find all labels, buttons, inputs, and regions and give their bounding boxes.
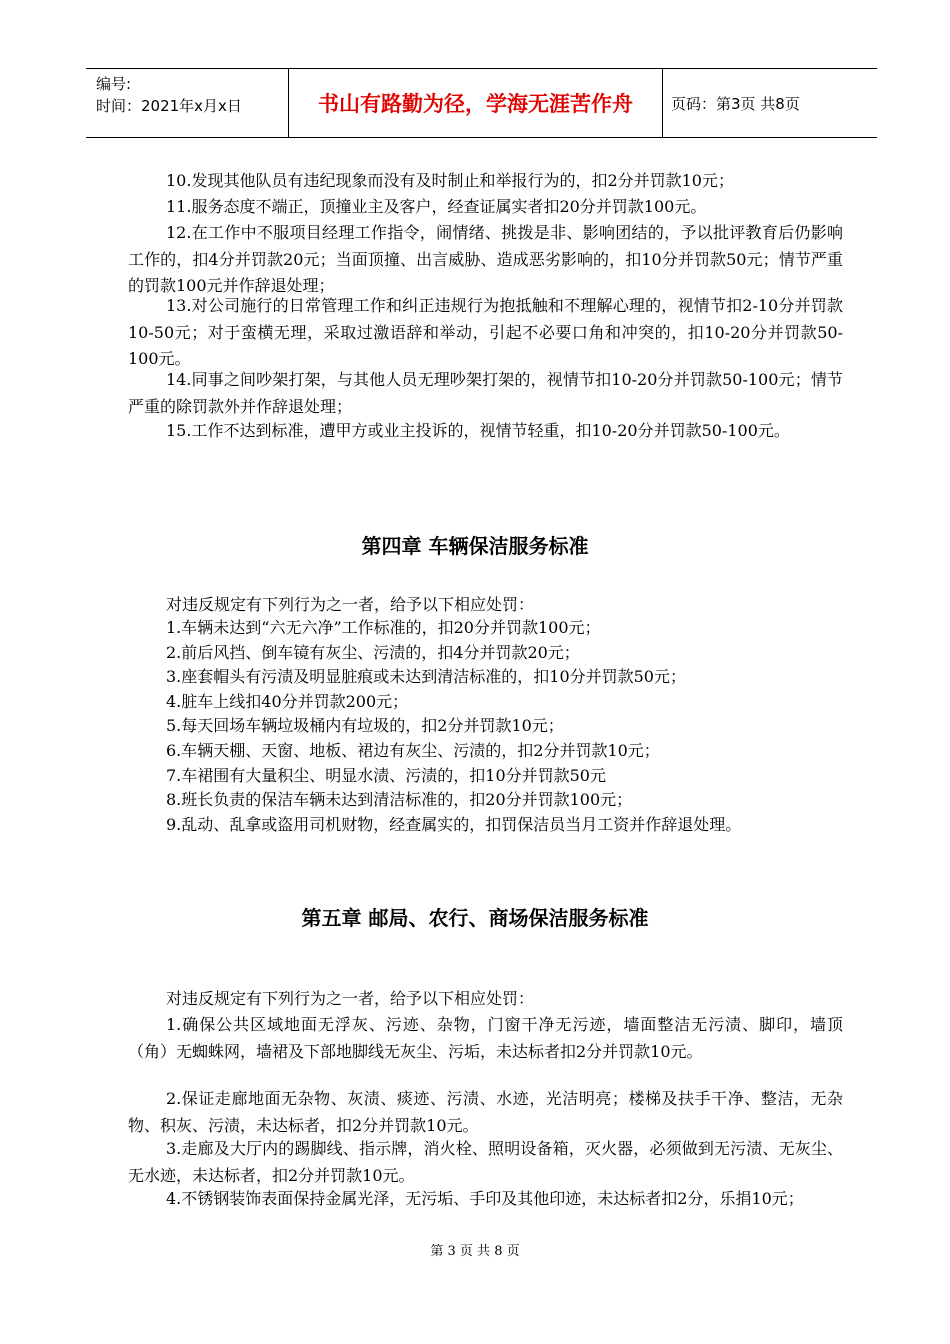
page-header xyxy=(86,68,877,138)
chapter4-list xyxy=(166,616,866,837)
chapter5-title: 第五章 邮局、农行、商场保洁服务标准 xyxy=(301,906,649,930)
chapter4-item: 6.车辆天棚、天窗、地板、裙边有灰尘、污渍的，扣2分并罚款10元； xyxy=(166,740,660,760)
section3-item-11: 11.服务态度不端正，顶撞业主及客户，经查证属实者扣20分并罚款100元。 xyxy=(166,197,707,216)
header-meta xyxy=(86,69,288,137)
chapter4-item: 4.脏车上线扣40分并罚款200元； xyxy=(166,691,409,711)
chapter5-item-3: 3.走廊及大厅内的踢脚线、指示牌，消火栓、照明设备箱，灭火器，必须做到无污渍、无灰尘、无水迹，未达标者，扣2分并罚款10元。 xyxy=(128,1139,843,1185)
section3-item-13: 13.对公司施行的日常管理工作和纠正违规行为抱抵触和不理解心理的，视情节扣2-10分并罚款10-50元；对于蛮横无理，采取过激语辞和举动，引起不必要口角和冲突的，扣10-20分并罚款50-100元。 xyxy=(128,296,843,368)
section3-item-14: 14.同事之间吵架打架，与其他人员无理吵架打架的，视情节扣10-20分并罚款50-100元；情节严重的除罚款外并作辞退处理； xyxy=(128,370,843,416)
document-code-label: 编号: xyxy=(96,75,132,93)
chapter4-item: 9.乱动、乱拿或盗用司机财物，经查属实的，扣罚保洁员当月工资并作辞退处理。 xyxy=(166,814,742,834)
chapter4-title: 第四章 车辆保洁服务标准 xyxy=(361,534,589,558)
chapter4-item: 8.班长负责的保洁车辆未达到清洁标准的，扣20分并罚款100元； xyxy=(166,790,633,810)
chapter5-item-1: 1.确保公共区域地面无浮灰、污迹、杂物，门窗干净无污迹，墙面整洁无污渍、脚印，墙顶（角）无蜘蛛网，墙裙及下部地脚线无灰尘、污垢，未达标者扣2分并罚款10元。 xyxy=(128,1015,843,1061)
chapter4-item: 5.每天回场车辆垃圾桶内有垃圾的，扣2分并罚款10元； xyxy=(166,716,564,736)
chapter4-item: 3.座套帽头有污渍及明显脏痕或未达到清洁标准的，扣10分并罚款50元； xyxy=(166,667,686,687)
page-footer: 第 3 页 共 8 页 xyxy=(430,1244,520,1259)
chapter5-intro: 对违反规定有下列行为之一者，给予以下相应处罚： xyxy=(166,989,535,1008)
chapter4-item: 7.车裙围有大量积尘、明显水渍、污渍的，扣10分并罚款50元 xyxy=(166,765,606,785)
chapter4-intro: 对违反规定有下列行为之一者，给予以下相应处罚： xyxy=(166,595,535,614)
section3-item-15: 15.工作不达到标准，遭甲方或业主投诉的，视情节轻重，扣10-20分并罚款50-100元。 xyxy=(166,421,790,440)
document-time-label: 时间：2021年x月x日 xyxy=(96,97,242,115)
chapter4-item: 2.前后风挡、倒车镜有灰尘、污渍的，扣4分并罚款20元； xyxy=(166,642,580,662)
header-page-number: 页码：第3页 共8页 xyxy=(671,94,800,113)
chapter5-item-2: 2.保证走廊地面无杂物、灰渍、痰迹、污渍、水迹，光洁明亮；楼梯及扶手干净、整洁，无杂物、积灰、污渍，未达标者，扣2分并罚款10元。 xyxy=(128,1089,843,1135)
chapter5-item-4: 4.不锈钢装饰表面保持金属光泽，无污垢、手印及其他印迹，未达标者扣2分，乐捐10元； xyxy=(166,1189,804,1208)
section3-item-12: 12.在工作中不服项目经理工作指令，闹情绪、挑拨是非、影响团结的，予以批评教育后仍影响工作的，扣4分并罚款20元；当面顶撞、出言威胁、造成恶劣影响的，扣10分并罚款50元；情节严重的罚款100元并作辞退处理； xyxy=(128,223,843,295)
chapter4-item: 1.车辆未达到“六无六净”工作标准的，扣20分并罚款100元； xyxy=(166,618,601,637)
section3-item-10: 10.发现其他队员有违纪现象而没有及时制止和举报行为的，扣2分并罚款10元； xyxy=(166,171,734,190)
header-motto: 书山有路勤为径，学海无涯苦作舟 xyxy=(288,69,663,137)
